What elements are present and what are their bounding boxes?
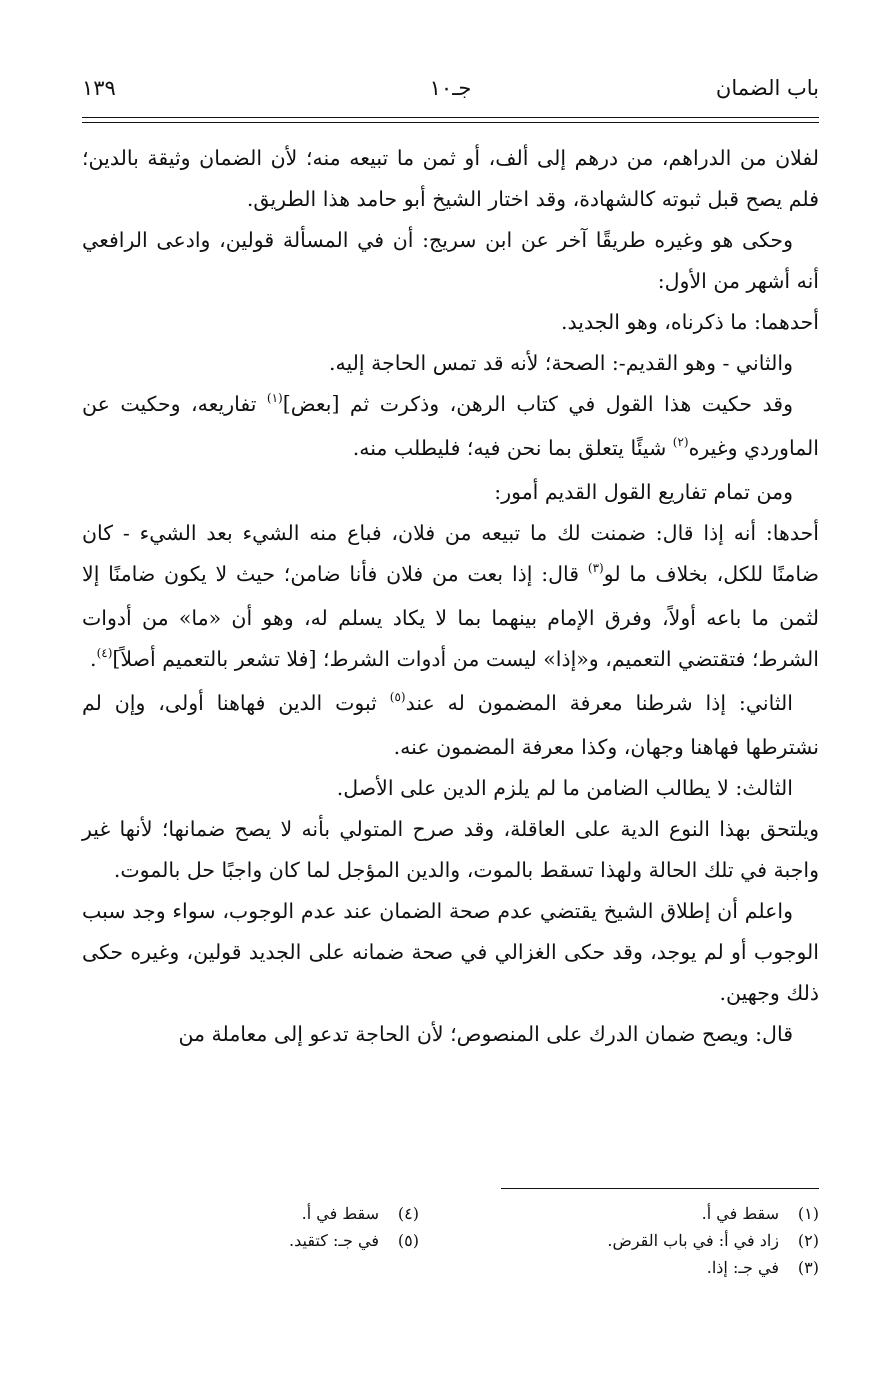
footnote-number: (٥) <box>397 1231 419 1250</box>
footnote-number: (٢) <box>797 1231 819 1250</box>
footnote-ref: (٤) <box>96 646 113 660</box>
paragraph-text: أحدها: أنه إذا قال: ضمنت لك ما تبيعه من فلان، فباع منه الشيء بعد الشيء - كان ضامنًا للكل، بخلاف ما لو <box>82 521 819 586</box>
paragraph <box>82 513 819 683</box>
paragraph-text: قال: ويصح ضمان الدرك على المنصوص؛ لأن الحاجة تدعو إلى معاملة من <box>178 1022 793 1046</box>
running-header <box>82 72 819 112</box>
footnote-number: (٤) <box>397 1204 419 1223</box>
header-rule-bottom <box>82 122 819 123</box>
paragraph <box>82 1014 819 1055</box>
paragraph-text: ويلتحق بهذا النوع الدية على العاقلة، وقد صرح المتولي بأنه لا يصح ضمانها؛ لأنها غير واجبة في تلك الحالة ولهذا تسقط بالموت، والدين المؤجل لما كان واجبًا حل بالموت. <box>82 817 819 882</box>
paragraph-text: شيئًا يتعلق بما نحن فيه؛ فليطلب منه. <box>352 436 673 460</box>
footnote-item <box>459 1227 819 1254</box>
footnote-ref: (٣) <box>587 561 604 575</box>
footnote-text: سقط في أ. <box>701 1204 779 1223</box>
paragraph-text: وحكى هو وغيره طريقًا آخر عن ابن سريج: أن في المسألة قولين، وادعى الرافعي أنه أشهر من الأول: <box>82 228 819 293</box>
footnote-ref: (١) <box>266 391 283 405</box>
footnote-number: (١) <box>797 1204 819 1223</box>
paragraph-text: قال: إذا بعت من فلان فأنا ضامن؛ حيث لا يكون ضامنًا إلا لثمن ما باعه أولاً، وفرق الإمام بينهما بما لا يكاد يسلم له، وهو أن «ما» من أدوات الشرط؛ فتقتضي التعميم، و«إذا» ليست من أدوات الشرط؛ [فلا تشعر بالتعميم أصلاً] <box>82 562 819 671</box>
footnote-text: سقط في أ. <box>301 1204 379 1223</box>
footnote-text: في جـ: إذا. <box>706 1258 779 1277</box>
paragraph-text: الثالث: لا يطالب الضامن ما لم يلزم الدين على الأصل. <box>336 776 793 800</box>
paragraph <box>82 768 819 809</box>
paragraph-text: ومن تمام تفاريع القول القديم أمور: <box>494 480 793 504</box>
volume-label: جـ١٠ <box>429 76 472 100</box>
paragraph <box>82 472 819 513</box>
chapter-title: باب الضمان <box>715 76 819 100</box>
paragraph-text: الثاني: إذا شرطنا معرفة المضمون له عند <box>405 691 793 715</box>
main-text <box>82 138 819 1055</box>
paragraph <box>82 683 819 768</box>
header-rule-top <box>82 117 819 118</box>
paragraph-text: أحدهما: ما ذكرناه، وهو الجديد. <box>561 310 819 334</box>
paragraph-text: وقد حكيت هذا القول في كتاب الرهن، وذكرت ثم [بعض] <box>282 392 793 416</box>
footnote-text: في جـ: كتقيد. <box>289 1231 379 1250</box>
paragraph-text: تفاريعه، وحكيت عن الماوردي وغيره <box>82 392 819 460</box>
paragraph <box>82 138 819 220</box>
paragraph <box>82 891 819 1014</box>
footnote-item <box>459 1254 819 1281</box>
page-number: ١٣٩ <box>82 76 116 100</box>
footnote-ref: (٢) <box>672 435 689 449</box>
paragraph-text: والثاني - وهو القديم-: الصحة؛ لأنه قد تمس الحاجة إليه. <box>328 351 793 375</box>
paragraph-text: ثبوت الدين فهاهنا أولى، وإن لم نشترطها فهاهنا وجهان، وكذا معرفة المضمون عنه. <box>82 691 819 759</box>
footnotes-column-right <box>459 1200 819 1281</box>
paragraph-text: . <box>90 647 97 671</box>
footnote-item <box>119 1227 419 1254</box>
paragraph <box>82 220 819 302</box>
footnote-ref: (٥) <box>389 690 406 704</box>
footnote-item <box>459 1200 819 1227</box>
paragraph <box>82 302 819 343</box>
paragraph-text: لفلان من الدراهم، من درهم إلى ألف، أو ثمن ما تبيعه منه؛ لأن الضمان وثيقة بالدين؛ فلم يصح قبل ثبوته كالشهادة، وقد اختار الشيخ أبو حامد هذا الطريق. <box>82 146 819 211</box>
paragraph <box>82 343 819 384</box>
footnote-item <box>119 1200 419 1227</box>
footnote-text: زاد في أ: في باب القرض. <box>607 1231 779 1250</box>
paragraph <box>82 809 819 891</box>
footnote-number: (٣) <box>797 1258 819 1277</box>
footnote-separator <box>501 1188 819 1189</box>
paragraph <box>82 384 819 472</box>
footnotes-column-left <box>119 1200 419 1254</box>
paragraph-text: واعلم أن إطلاق الشيخ يقتضي عدم صحة الضمان عند عدم الوجوب، سواء وجد سبب الوجوب أو لم يوجد، وقد حكى الغزالي في صحة ضمانه على الجديد قولين، وغيره حكى ذلك وجهين. <box>82 899 819 1005</box>
